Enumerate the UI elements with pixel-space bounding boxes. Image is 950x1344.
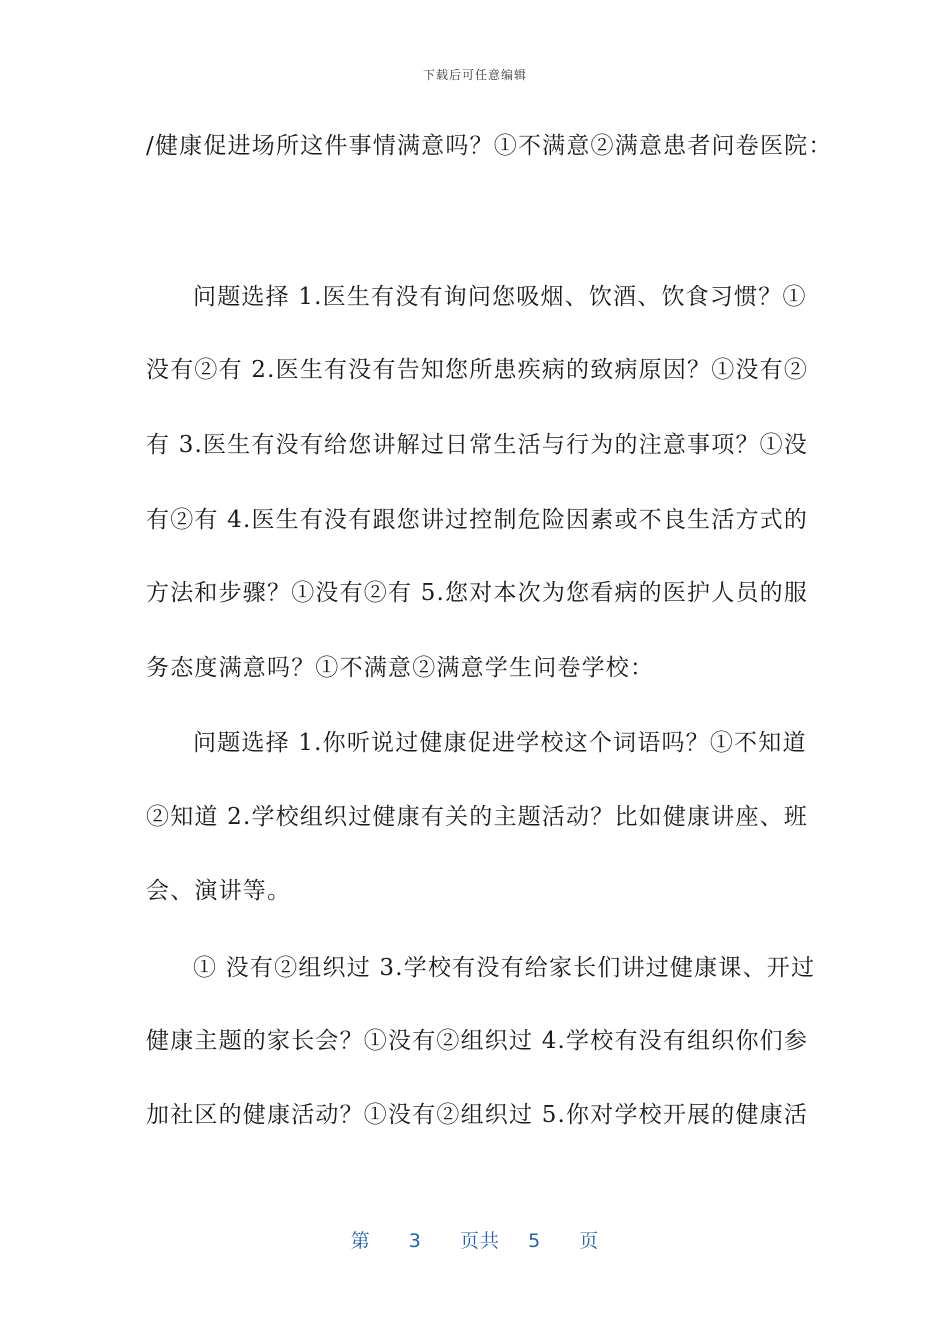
text-line: ②知道 2.学校组织过健康有关的主题活动？比如健康讲座、班	[146, 804, 809, 830]
page-footer	[0, 1226, 950, 1253]
total-pages: 5	[528, 1230, 542, 1252]
page-number: 3	[408, 1230, 422, 1252]
text-line: 会、演讲等。	[146, 878, 292, 904]
text-line: 有②有 4.医生有没有跟您讲过控制危险因素或不良生活方式的	[146, 507, 809, 533]
text-line: 问题选择 1.医生有没有询问您吸烟、饮酒、饮食习惯？①	[193, 284, 807, 310]
text-line: ① 没有②组织过 3.学校有没有给家长们讲过健康课、开过	[193, 955, 816, 981]
page-label-suffix: 页	[579, 1230, 600, 1252]
text-line: 务态度满意吗？①不满意②满意学生问卷学校：	[146, 655, 655, 681]
text-line: 有 3.医生有没有给您讲解过日常生活与行为的注意事项？①没	[146, 432, 809, 458]
page-header: 下载后可任意编辑	[422, 68, 527, 82]
text-line: 方法和步骤？①没有②有 5.您对本次为您看病的医护人员的服	[146, 580, 809, 606]
text-line: 健康主题的家长会？①没有②组织过 4.学校有没有组织你们参	[146, 1028, 809, 1054]
text-line: 没有②有 2.医生有没有告知您所患疾病的致病原因？①没有②	[146, 357, 809, 383]
text-line: 问题选择 1.你听说过健康促进学校这个词语吗？①不知道	[193, 730, 807, 756]
text-line: /健康促进场所这件事情满意吗？①不满意②满意患者问卷医院：	[146, 133, 833, 159]
text-line: 加社区的健康活动？①没有②组织过 5.你对学校开展的健康活	[146, 1102, 809, 1128]
page-label-prefix: 第	[350, 1230, 371, 1252]
page-label-mid: 页共	[459, 1230, 500, 1252]
